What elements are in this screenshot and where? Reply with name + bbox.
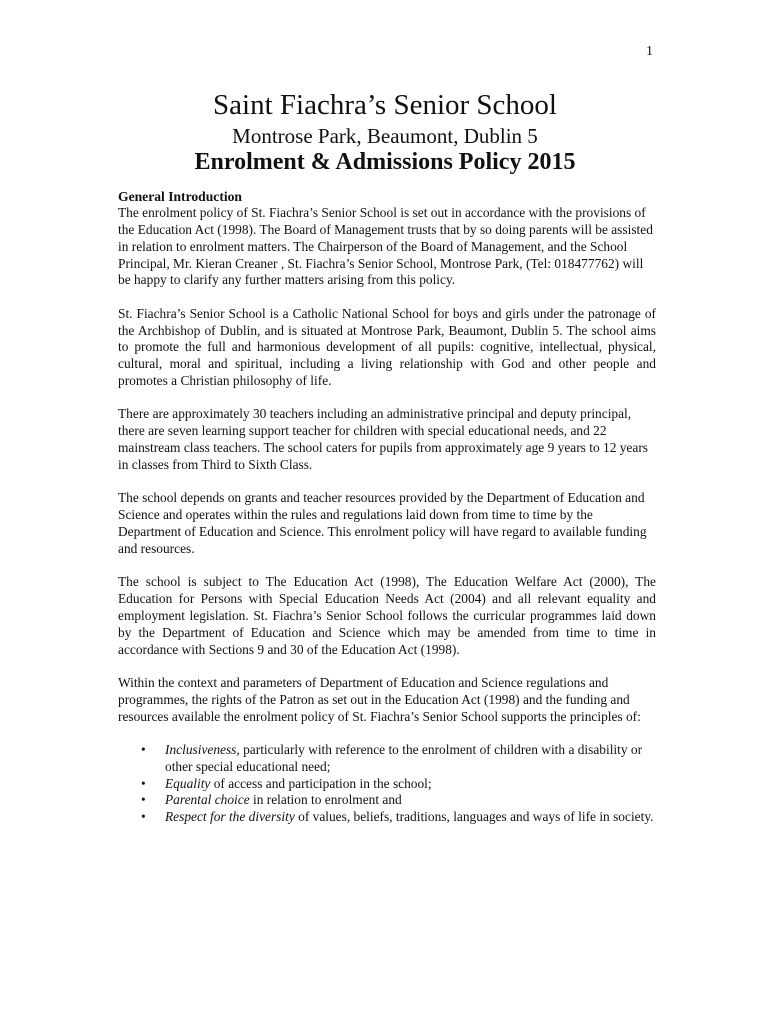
list-item — [118, 742, 656, 776]
principle-text: in relation to enrolment and — [249, 792, 402, 808]
principle-term: Inclusiveness — [165, 741, 237, 757]
principles-list — [118, 742, 656, 826]
principle-term: Parental choice — [165, 792, 250, 808]
paragraph-legislation: The school is subject to The Education Act (1998), The Education Welfare Act (2000), The Education for Persons with Special Education Needs Act (2004) and all relevant equality and employment legislation. St. Fiachra’s Senior School follows the curricular programmes laid down by the Department of Education and Science which may be amended from time to time in accordance with Sections 9 and 30 of the Education Act (1998). — [118, 574, 656, 657]
principle-text: of values, beliefs, traditions, languages and ways of life in society. — [294, 809, 654, 825]
document-body — [118, 188, 656, 826]
list-item — [118, 809, 656, 826]
paragraph-catholic-school: St. Fiachra’s Senior School is a Catholic National School for boys and girls under the patronage of the Archbishop of Dublin, and is situated at Montrose Park, Beaumont, Dublin 5. The school aims to promote the full and harmonious development of all pupils: cognitive, intellectual, physical, cultural, moral and spiritual, including a living relationship with God and other people and promotes a Christian philosophy of life. — [118, 305, 656, 389]
paragraph-intro: The enrolment policy of St. Fiachra’s Senior School is set out in accordance with the provisions of the Education Act (1998). The Board of Management trusts that by so doing parents will be assisted in relation to enrolment matters. The Chairperson of the Board of Management, and the School Principal, Mr. Kieran Creaner , St. Fiachra’s Senior School, Montrose Park, (Tel: 018477762) will be happy to clarify any further matters arising from this policy. — [118, 205, 653, 288]
policy-title: Enrolment & Admissions Policy 2015 — [194, 149, 576, 175]
section-heading: General Introduction — [118, 189, 242, 204]
page-number: 1 — [646, 44, 653, 59]
bullet-icon: • — [141, 741, 146, 757]
paragraph-funding: The school depends on grants and teacher resources provided by the Department of Education and Science and operates within the rules and regulations laid down from time to time by the Department of Education and Science. This enrolment policy will have regard to available funding and resources. — [118, 490, 647, 556]
page-title: Saint Fiachra’s Senior School — [213, 89, 557, 121]
list-item — [118, 792, 656, 809]
principle-text: , particularly with reference to the enrolment of children with a disability or other special educational need; — [165, 741, 643, 774]
school-address: Montrose Park, Beaumont, Dublin 5 — [232, 124, 538, 148]
paragraph-teachers: There are approximately 30 teachers including an administrative principal and deputy principal, there are seven learning support teacher for children with special educational needs, and 22 mainstream class teachers. The school caters for pupils from approximately age 9 years to 12 years in classes from Third to Sixth Class. — [118, 406, 648, 472]
principle-term: Equality — [165, 775, 211, 791]
bullet-icon: • — [141, 775, 146, 791]
paragraph-principles-intro: Within the context and parameters of Department of Education and Science regulations and programmes, the rights of the Patron as set out in the Education Act (1998) and the funding and resources available the enrolment policy of St. Fiachra’s Senior School supports the principles of: — [118, 674, 641, 724]
list-item — [118, 776, 656, 793]
bullet-icon: • — [141, 792, 146, 808]
principle-text: of access and participation in the school; — [210, 775, 432, 791]
principle-term: Respect for the diversity — [165, 809, 295, 825]
bullet-icon: • — [141, 809, 146, 825]
